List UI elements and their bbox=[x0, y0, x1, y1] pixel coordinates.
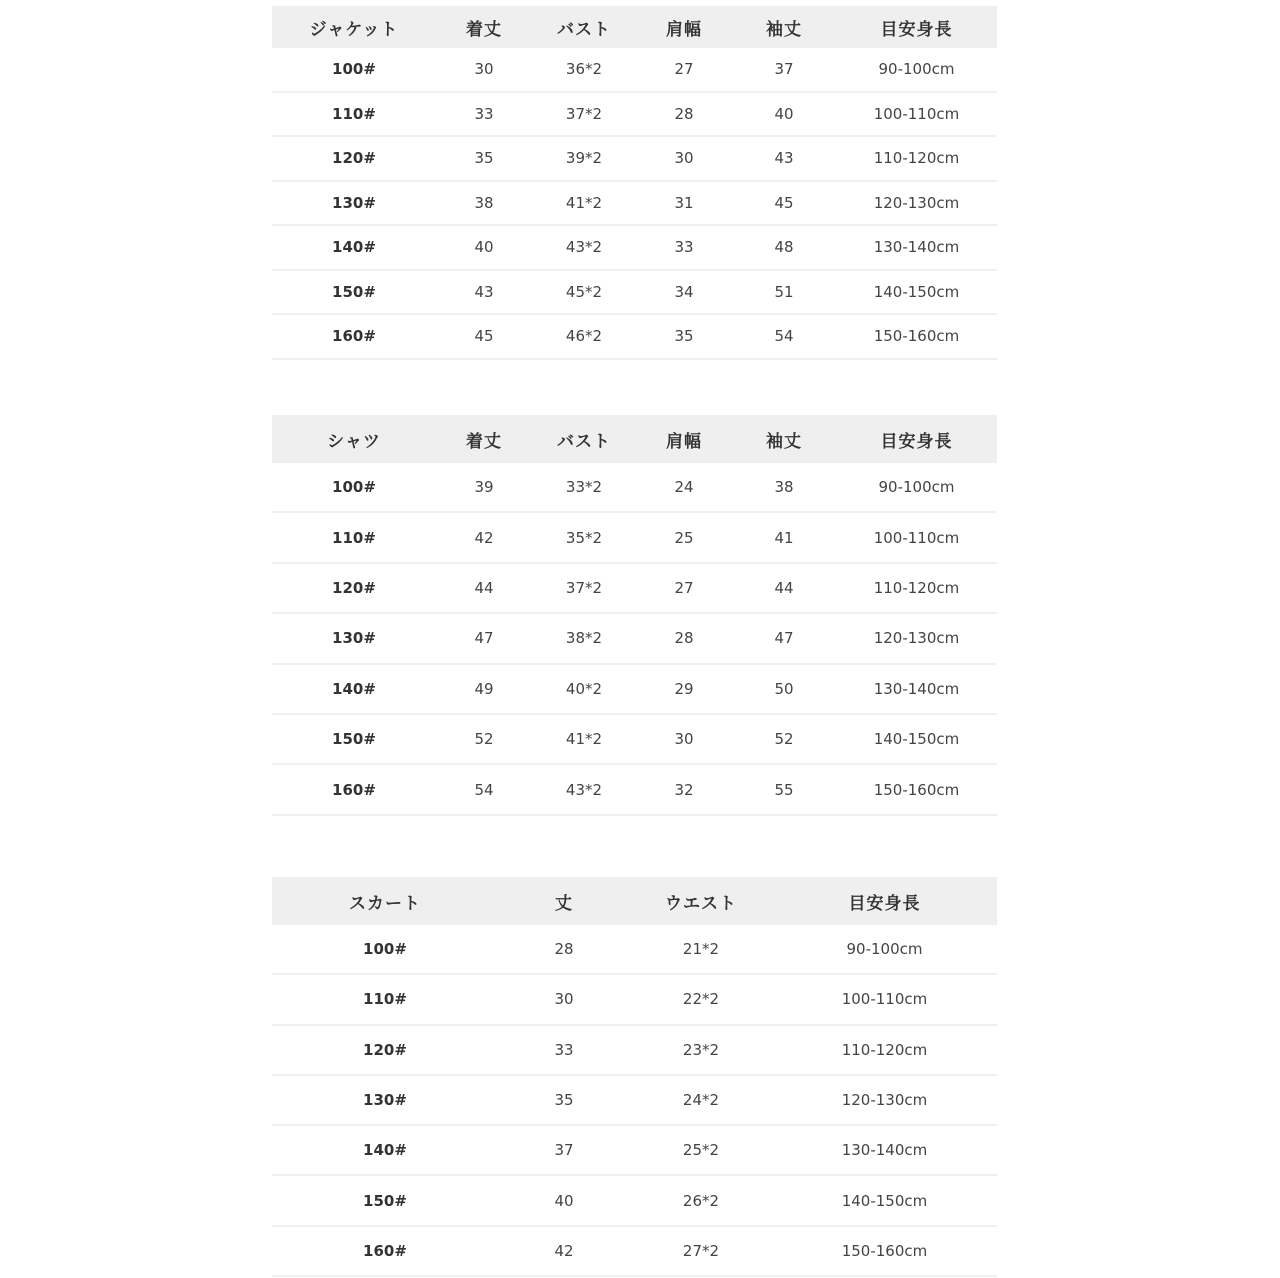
table-cell: 140-150cm bbox=[836, 270, 997, 315]
table-row bbox=[272, 613, 997, 663]
table-row bbox=[272, 925, 997, 974]
table-cell: 40*2 bbox=[532, 664, 636, 714]
table-cell: 24*2 bbox=[630, 1075, 772, 1125]
table-cell: 140-150cm bbox=[836, 714, 997, 764]
table-cell: 110-120cm bbox=[836, 136, 997, 181]
table-cell: 32 bbox=[636, 764, 732, 814]
header-cell: 袖丈 bbox=[732, 415, 836, 463]
header-cell: バスト bbox=[532, 415, 636, 463]
table-cell: 51 bbox=[732, 270, 836, 315]
table-cell: 150-160cm bbox=[836, 764, 997, 814]
table-cell: 40 bbox=[436, 225, 532, 270]
table-cell: 43 bbox=[436, 270, 532, 315]
table-cell: 22*2 bbox=[630, 974, 772, 1024]
size-cell: 100# bbox=[272, 463, 436, 512]
header-cell: ジャケット bbox=[272, 6, 436, 48]
table-row bbox=[272, 92, 997, 137]
header-cell: バスト bbox=[532, 6, 636, 48]
header-cell: 目安身長 bbox=[836, 415, 997, 463]
table-cell: 34 bbox=[636, 270, 732, 315]
table-cell: 120-130cm bbox=[772, 1075, 997, 1125]
table-row bbox=[272, 270, 997, 315]
size-cell: 110# bbox=[272, 974, 498, 1024]
table-cell: 39*2 bbox=[532, 136, 636, 181]
table-cell: 21*2 bbox=[630, 925, 772, 974]
header-cell: 目安身長 bbox=[836, 6, 997, 48]
table-cell: 31 bbox=[636, 181, 732, 226]
table-row bbox=[272, 1125, 997, 1175]
table-header-row bbox=[272, 877, 997, 925]
table-cell: 37 bbox=[498, 1125, 630, 1175]
table-header-row bbox=[272, 415, 997, 463]
table-cell: 41 bbox=[732, 512, 836, 562]
size-cell: 160# bbox=[272, 1226, 498, 1276]
table-row bbox=[272, 664, 997, 714]
table-cell: 38 bbox=[732, 463, 836, 512]
table-cell: 140-150cm bbox=[772, 1175, 997, 1225]
table-cell: 45 bbox=[732, 181, 836, 226]
table-cell: 45*2 bbox=[532, 270, 636, 315]
table-cell: 120-130cm bbox=[836, 613, 997, 663]
table-cell: 26*2 bbox=[630, 1175, 772, 1225]
table-cell: 37*2 bbox=[532, 92, 636, 137]
table-cell: 27 bbox=[636, 48, 732, 92]
table-cell: 43 bbox=[732, 136, 836, 181]
table-cell: 150-160cm bbox=[772, 1226, 997, 1276]
table-row bbox=[272, 181, 997, 226]
size-cell: 150# bbox=[272, 1175, 498, 1225]
table-cell: 35 bbox=[436, 136, 532, 181]
table-cell: 23*2 bbox=[630, 1025, 772, 1075]
size-cell: 150# bbox=[272, 714, 436, 764]
table-cell: 46*2 bbox=[532, 314, 636, 359]
skirt-size-table bbox=[272, 877, 997, 1277]
table-cell: 47 bbox=[732, 613, 836, 663]
table-cell: 52 bbox=[436, 714, 532, 764]
table-cell: 35 bbox=[636, 314, 732, 359]
size-cell: 110# bbox=[272, 92, 436, 137]
table-cell: 43*2 bbox=[532, 225, 636, 270]
header-cell: 丈 bbox=[498, 877, 630, 925]
table-cell: 48 bbox=[732, 225, 836, 270]
table-cell: 28 bbox=[498, 925, 630, 974]
table-cell: 42 bbox=[498, 1226, 630, 1276]
table-cell: 42 bbox=[436, 512, 532, 562]
table-cell: 130-140cm bbox=[836, 664, 997, 714]
table-cell: 54 bbox=[732, 314, 836, 359]
size-cell: 100# bbox=[272, 925, 498, 974]
table-cell: 50 bbox=[732, 664, 836, 714]
table-cell: 54 bbox=[436, 764, 532, 814]
table-row bbox=[272, 764, 997, 814]
table-cell: 25*2 bbox=[630, 1125, 772, 1175]
table-cell: 40 bbox=[732, 92, 836, 137]
size-cell: 120# bbox=[272, 136, 436, 181]
size-cell: 130# bbox=[272, 181, 436, 226]
size-cell: 100# bbox=[272, 48, 436, 92]
table-cell: 43*2 bbox=[532, 764, 636, 814]
table-row bbox=[272, 563, 997, 613]
table-cell: 37 bbox=[732, 48, 836, 92]
table-cell: 40 bbox=[498, 1175, 630, 1225]
table-cell: 38 bbox=[436, 181, 532, 226]
table-row bbox=[272, 1226, 997, 1276]
table-cell: 55 bbox=[732, 764, 836, 814]
size-cell: 120# bbox=[272, 1025, 498, 1075]
table-cell: 90-100cm bbox=[772, 925, 997, 974]
header-cell: 目安身長 bbox=[772, 877, 997, 925]
table-cell: 28 bbox=[636, 92, 732, 137]
table-cell: 37*2 bbox=[532, 563, 636, 613]
size-cell: 120# bbox=[272, 563, 436, 613]
size-cell: 160# bbox=[272, 314, 436, 359]
table-cell: 38*2 bbox=[532, 613, 636, 663]
table-cell: 100-110cm bbox=[836, 512, 997, 562]
header-cell: スカート bbox=[272, 877, 498, 925]
header-cell: 袖丈 bbox=[732, 6, 836, 48]
jacket-size-table bbox=[272, 6, 997, 360]
table-cell: 29 bbox=[636, 664, 732, 714]
table-row bbox=[272, 714, 997, 764]
shirt-size-table bbox=[272, 415, 997, 816]
size-cell: 160# bbox=[272, 764, 436, 814]
header-cell: 肩幅 bbox=[636, 6, 732, 48]
table-row bbox=[272, 1075, 997, 1125]
table-cell: 47 bbox=[436, 613, 532, 663]
table-row bbox=[272, 463, 997, 512]
table-cell: 110-120cm bbox=[836, 563, 997, 613]
header-cell: ウエスト bbox=[630, 877, 772, 925]
table-cell: 120-130cm bbox=[836, 181, 997, 226]
table-cell: 33 bbox=[436, 92, 532, 137]
table-row bbox=[272, 48, 997, 92]
table-cell: 150-160cm bbox=[836, 314, 997, 359]
table-cell: 35*2 bbox=[532, 512, 636, 562]
table-row bbox=[272, 512, 997, 562]
table-cell: 27*2 bbox=[630, 1226, 772, 1276]
table-cell: 30 bbox=[636, 714, 732, 764]
table-cell: 100-110cm bbox=[836, 92, 997, 137]
table-cell: 33*2 bbox=[532, 463, 636, 512]
table-cell: 44 bbox=[436, 563, 532, 613]
table-cell: 41*2 bbox=[532, 714, 636, 764]
table-row bbox=[272, 1175, 997, 1225]
table-row bbox=[272, 225, 997, 270]
table-cell: 35 bbox=[498, 1075, 630, 1125]
table-cell: 30 bbox=[636, 136, 732, 181]
table-row bbox=[272, 136, 997, 181]
table-cell: 24 bbox=[636, 463, 732, 512]
table-row bbox=[272, 314, 997, 359]
size-cell: 140# bbox=[272, 1125, 498, 1175]
table-cell: 130-140cm bbox=[836, 225, 997, 270]
table-cell: 90-100cm bbox=[836, 463, 997, 512]
size-cell: 130# bbox=[272, 1075, 498, 1125]
table-cell: 52 bbox=[732, 714, 836, 764]
table-cell: 90-100cm bbox=[836, 48, 997, 92]
table-cell: 110-120cm bbox=[772, 1025, 997, 1075]
table-row bbox=[272, 1025, 997, 1075]
table-cell: 28 bbox=[636, 613, 732, 663]
table-cell: 36*2 bbox=[532, 48, 636, 92]
header-cell: シャツ bbox=[272, 415, 436, 463]
size-cell: 140# bbox=[272, 664, 436, 714]
header-cell: 着丈 bbox=[436, 415, 532, 463]
table-cell: 45 bbox=[436, 314, 532, 359]
table-cell: 30 bbox=[498, 974, 630, 1024]
table-cell: 49 bbox=[436, 664, 532, 714]
table-cell: 44 bbox=[732, 563, 836, 613]
size-cell: 150# bbox=[272, 270, 436, 315]
table-cell: 25 bbox=[636, 512, 732, 562]
table-cell: 33 bbox=[498, 1025, 630, 1075]
table-cell: 30 bbox=[436, 48, 532, 92]
table-cell: 130-140cm bbox=[772, 1125, 997, 1175]
size-cell: 110# bbox=[272, 512, 436, 562]
table-cell: 33 bbox=[636, 225, 732, 270]
table-cell: 41*2 bbox=[532, 181, 636, 226]
header-cell: 着丈 bbox=[436, 6, 532, 48]
table-header-row bbox=[272, 6, 997, 48]
table-cell: 100-110cm bbox=[772, 974, 997, 1024]
table-cell: 39 bbox=[436, 463, 532, 512]
table-cell: 27 bbox=[636, 563, 732, 613]
size-cell: 130# bbox=[272, 613, 436, 663]
table-row bbox=[272, 974, 997, 1024]
size-cell: 140# bbox=[272, 225, 436, 270]
header-cell: 肩幅 bbox=[636, 415, 732, 463]
